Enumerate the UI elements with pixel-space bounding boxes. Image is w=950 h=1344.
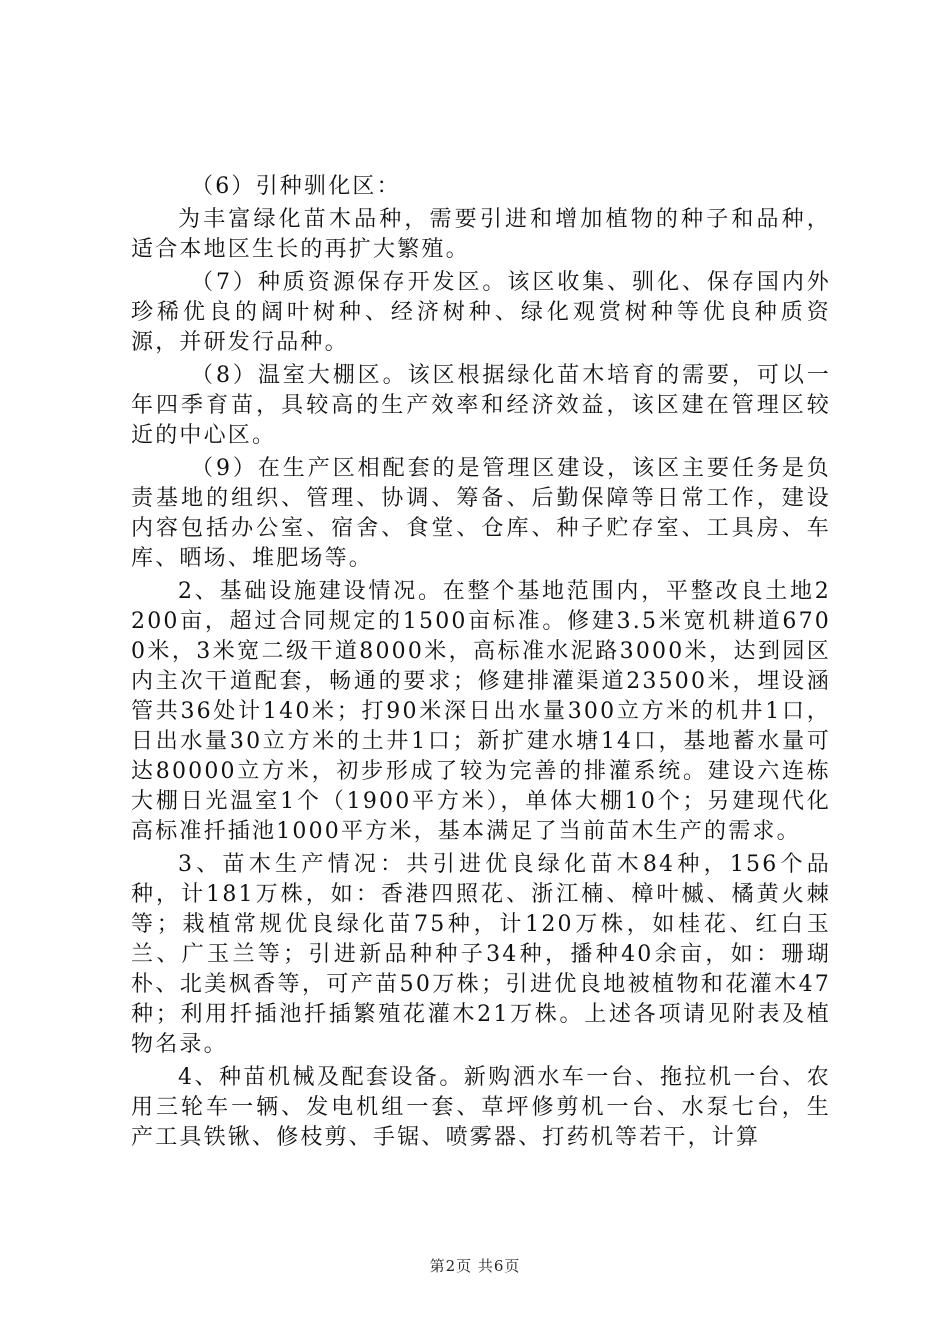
paragraph-section-8: （8）温室大棚区。该区根据绿化苗木培育的需要，可以一年四季育苗，具较高的生产效率和经济效益，该区建在管理区较近的中心区。: [131, 363, 831, 448]
page-number-footer: 第2页 共6页: [429, 1257, 521, 1275]
paragraph-section-6-heading: （6）引种驯化区：: [191, 174, 401, 199]
paragraph-machinery: 4、种苗机械及配套设备。新购洒水车一台、拖拉机一台、农用三轮车一辆、发电机组一套、草坪修剪机一台、水泵七台，生产工具铁锹、修枝剪、手锯、喷雾器、打药机等若干，计算: [131, 1065, 831, 1150]
paragraph-seedling-production: 3、苗木生产情况：共引进优良绿化苗木84种，156个品种，计181万株，如：香港四照花、浙江楠、樟叶槭、橘黄火棘等；栽植常规优良绿化苗75种，计120万株，如桂花、红白玉兰、广玉兰等；引进新品种种子34种，播种40余亩，如：珊瑚朴、北美枫香等，可产苗50万株；引进优良地被植物和花灌木47种；利用扦插池扦插繁殖花灌木21万株。上述各项请见附表及植物名录。: [131, 852, 831, 1057]
paragraph-section-7: （7）种质资源保存开发区。该区收集、驯化、保存国内外珍稀优良的阔叶树种、经济树种、绿化观赏树种等优良种质资源，并研发行品种。: [131, 270, 831, 355]
paragraph-section-9: （9）在生产区相配套的是管理区建设，该区主要任务是负责基地的组织、管理、协调、筹备、后勤保障等日常工作，建设内容包括办公室、宿舍、食堂、仓库、种子贮存室、工具房、车库、晒场、堆肥场等。: [131, 456, 831, 571]
paragraph-infrastructure: 2、基础设施建设情况。在整个基地范围内，平整改良土地2200亩，超过合同规定的1500亩标准。修建3.5米宽机耕道6700米，3米宽二级干道8000米，高标准水泥路3000米，达到园区内主次干道配套，畅通的要求；修建排灌渠道23500米，埋设涵管共36处计140米；打90米深日出水量300立方米的机井1口，日出水量30立方米的土井1口；新扩建水塘14口，基地蓄水量可达80000立方米，初步形成了较为完善的排灌系统。建设六连栋大棚日光温室1个（1900平方米），单体大棚10个；另建现代化高标准扦插池1000平方米，基本满足了当前苗木生产的需求。: [131, 579, 831, 844]
paragraph-section-6-body: 为丰富绿化苗木品种，需要引进和增加植物的种子和品种，适合本地区生长的再扩大繁殖。: [131, 207, 831, 262]
body-text: [131, 172, 831, 1156]
